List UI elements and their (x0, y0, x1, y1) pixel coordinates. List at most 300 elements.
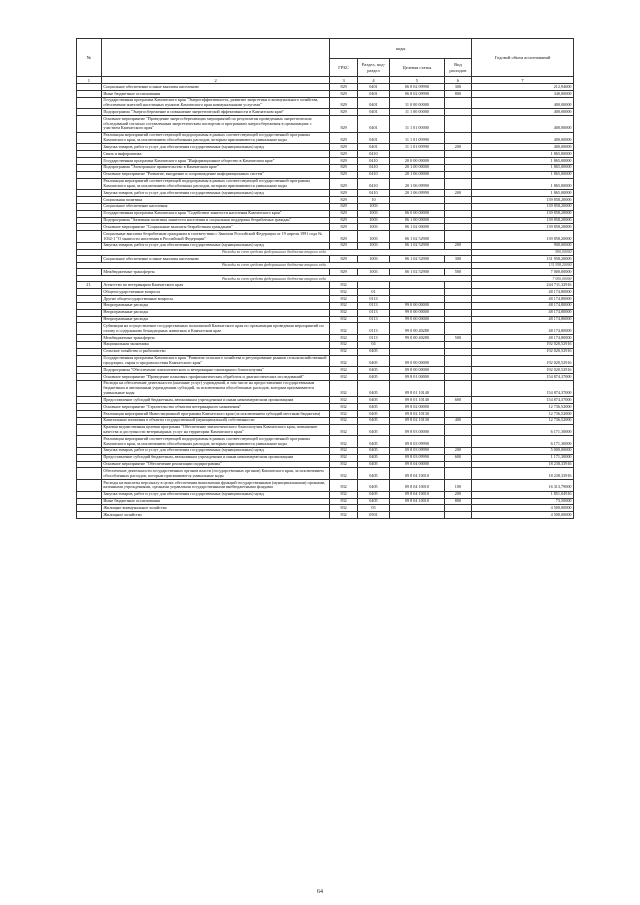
row-target: 06 8 02 09990 (390, 91, 445, 98)
row-sum: 1 865,00000 (472, 171, 574, 178)
table-row (77, 316, 574, 323)
row-number (77, 374, 102, 381)
table-row (77, 380, 574, 396)
row-kind (444, 116, 471, 132)
row-section: 0410 (357, 171, 389, 178)
row-name: Подпрограмма "Активная политика занятости населения и социальная поддержка безработных граждан" (101, 217, 330, 224)
row-name: Обеспечение деятельности государственных органов власти (государственных органов) Камчатского края, за исключением обособленных расходов, которым присваиваются уникальные коды (101, 468, 330, 480)
table-row (77, 355, 574, 367)
row-name: Реализация мероприятий соответствующей подпрограммы в рамках соответствующей государственной программы Камчатского края, за исключением обособленных расходов, которым присваиваются уникальные коды (101, 436, 330, 448)
table-row (77, 296, 574, 303)
row-target: 09 8 02 00000 (390, 404, 445, 411)
row-name: Расходы на обеспечение деятельности (оказание услуг) учреждений, в том числе на предоставление государственным бюджетным и автономным учреждениям субсидий, за исключением обособленных расходов, которым присваиваются уникальные коды (101, 380, 330, 396)
row-section: 0410 (357, 178, 389, 190)
row-grbs: 832 (330, 454, 357, 461)
table-row (77, 454, 574, 461)
row-kind: 300 (444, 84, 471, 91)
row-number (77, 447, 102, 454)
row-kind (444, 380, 471, 396)
row-number (77, 512, 102, 519)
row-section: 0401 (357, 97, 389, 109)
row-section: 0405 (357, 480, 389, 492)
table-row (77, 461, 574, 468)
table-row (77, 109, 574, 116)
row-number (77, 302, 102, 309)
row-grbs: 829 (330, 132, 357, 144)
row-sum: 139 858,20000 (472, 217, 574, 224)
row-kind (444, 282, 471, 289)
row-target: 06 1 02 52900 (390, 269, 445, 276)
row-target (390, 348, 445, 355)
row-kind (444, 348, 471, 355)
table-row (77, 447, 574, 454)
header-target: Целевая статья (390, 59, 445, 77)
row-section: 01 (357, 289, 389, 296)
row-kind: 800 (444, 91, 471, 98)
row-grbs: 829 (330, 158, 357, 165)
header-codes: коды (330, 39, 472, 59)
table-row (77, 341, 574, 348)
row-sum: 139 858,20000 (472, 197, 574, 204)
row-number (77, 116, 102, 132)
row-name: Подпрограмма "Электронное правительство в Камчатском крае" (101, 164, 330, 171)
row-number (77, 335, 102, 342)
row-grbs: 832 (330, 436, 357, 448)
row-target: 20 1 06 00000 (390, 171, 445, 178)
colnum: 6 (444, 77, 471, 84)
row-sum: 12 736,52000 (472, 404, 574, 411)
row-section: 0405 (357, 374, 389, 381)
row-grbs: 832 (330, 380, 357, 396)
table-row (77, 417, 574, 424)
row-target: 06 1 00 00000 (390, 217, 445, 224)
row-kind: 100 (444, 480, 471, 492)
row-kind (444, 231, 471, 243)
table-row (77, 282, 574, 289)
row-number (77, 97, 102, 109)
row-number (77, 178, 102, 190)
row-grbs: 829 (330, 116, 357, 132)
row-kind: 200 (444, 447, 471, 454)
row-kind (444, 323, 471, 335)
row-section: 0410 (357, 164, 389, 171)
table-row (77, 367, 574, 374)
table-row (77, 289, 574, 296)
table-row (77, 335, 574, 342)
colnum: 5 (390, 77, 445, 84)
row-kind (444, 158, 471, 165)
row-number (77, 436, 102, 448)
row-target: 99 0 00 00000 (390, 309, 445, 316)
row-kind: 400 (444, 417, 471, 424)
row-kind: 200 (444, 242, 471, 249)
row-grbs: 832 (330, 491, 357, 498)
row-grbs: 832 (330, 411, 357, 418)
row-section: 0401 (357, 91, 389, 98)
row-kind (444, 132, 471, 144)
row-number (77, 367, 102, 374)
row-kind (444, 210, 471, 217)
row-target: 20 1 00 00000 (390, 164, 445, 171)
row-section: 0405 (357, 468, 389, 480)
table-row (77, 309, 574, 316)
row-target: 09 8 03 09990 (390, 454, 445, 461)
table-row (77, 468, 574, 480)
row-number (77, 203, 102, 210)
row-sum: 154 874,37000 (472, 380, 574, 396)
row-target (390, 289, 445, 296)
row-number (77, 411, 102, 418)
row-kind: 500 (444, 269, 471, 276)
table-row (77, 397, 574, 404)
row-kind (444, 164, 471, 171)
row-sum: 48 174,80000 (472, 302, 574, 309)
row-sum: 12 736,52000 (472, 417, 574, 424)
row-section: 0405 (357, 411, 389, 418)
row-sum: 73,50000 (472, 498, 574, 505)
row-name: Иные бюджетные ассигнования (101, 498, 330, 505)
row-kind (444, 468, 471, 480)
header-section: Раздел, под-раздел (357, 59, 389, 77)
row-target: 09 8 02 10130 (390, 417, 445, 424)
row-section: 1003 (357, 242, 389, 249)
row-sum: 1 865,00000 (472, 158, 574, 165)
row-target (390, 282, 445, 289)
row-section: 1003 (357, 203, 389, 210)
row-section: 0401 (357, 116, 389, 132)
row-grbs: 829 (330, 197, 357, 204)
row-kind: 200 (444, 190, 471, 197)
row-target: 11 1 00 00000 (390, 109, 445, 116)
row-sum: 1 171,30000 (472, 454, 574, 461)
table-row (77, 256, 574, 263)
row-kind: 600 (444, 397, 471, 404)
row-kind (444, 302, 471, 309)
row-grbs: 829 (330, 171, 357, 178)
row-target (390, 203, 445, 210)
row-name: Общегосударственные вопросы (101, 289, 330, 296)
row-kind (444, 505, 471, 512)
row-name: Закупка товаров, работ и услуг для обеспечения государственных (муниципальных) нужд (101, 242, 330, 249)
row-grbs: 832 (330, 348, 357, 355)
row-number (77, 424, 102, 436)
row-name: Основное мероприятие "Проведение энергосберегающих мероприятий по результатам проведенных энергетических обследований согласно составленным энергетическим паспортам и программам энергосбережения в организациях с участием Камчатского края" (101, 116, 330, 132)
row-name: Иные бюджетные ассигнования (101, 91, 330, 98)
table-row (77, 171, 574, 178)
row-number (77, 417, 102, 424)
row-number (77, 355, 102, 367)
row-target: 09 8 02 10130 (390, 411, 445, 418)
row-sum: 18 238,33916 (472, 461, 574, 468)
row-sum: 48 174,80000 (472, 316, 574, 323)
row-kind (444, 197, 471, 204)
row-grbs: 829 (330, 242, 357, 249)
row-kind (444, 436, 471, 448)
row-sum: 900,00000 (472, 242, 574, 249)
row-sum: 12 736,52000 (472, 411, 574, 418)
row-grbs: 832 (330, 316, 357, 323)
table-row (77, 348, 574, 355)
table-row (77, 190, 574, 197)
row-name: Социальное обеспечение и иные выплаты населению (101, 84, 330, 91)
row-target (390, 512, 445, 519)
row-section: 0410 (357, 158, 389, 165)
row-target (390, 151, 445, 158)
row-sum: 400,00000 (472, 97, 574, 109)
row-number (77, 84, 102, 91)
row-section (357, 282, 389, 289)
table-row (77, 97, 574, 109)
row-number (77, 498, 102, 505)
row-kind (444, 224, 471, 231)
row-section: 0405 (357, 355, 389, 367)
row-name: Расходы на выплаты персоналу в целях обеспечения выполнения функций государственными (муниципальными) органами, казенными учреждениями, органами управления государственными внебюджетными фондами (101, 480, 330, 492)
row-target: 06 8 02 09990 (390, 84, 445, 91)
row-section: 0405 (357, 367, 389, 374)
row-sum: 131 958,20000 (472, 256, 574, 263)
row-section: 0113 (357, 302, 389, 309)
table-row (77, 84, 574, 91)
row-name: Подпрограмма "Энергосбережение и повышение энергетической эффективности в Камчатском крае" (101, 109, 330, 116)
row-grbs: 829 (330, 178, 357, 190)
row-grbs: 832 (330, 341, 357, 348)
row-kind (444, 374, 471, 381)
row-grbs: 829 (330, 231, 357, 243)
row-section: 0113 (357, 309, 389, 316)
row-sum: 340,00000 (472, 91, 574, 98)
table-row (77, 197, 574, 204)
row-name: Государственная программа Камчатского края "Содействие занятости населения Камчатского края" (101, 210, 330, 217)
row-sum: 1 865,00000 (472, 178, 574, 190)
row-kind (444, 512, 471, 519)
row-name: Предоставление субсидий бюджетным, автономным учреждениям и иным некоммерческим организациям (101, 454, 330, 461)
row-target: 11 0 00 00000 (390, 97, 445, 109)
row-target: 20 0 00 00000 (390, 158, 445, 165)
row-section: 0405 (357, 417, 389, 424)
header-grbs: ГРБС (330, 59, 357, 77)
table-row (77, 302, 574, 309)
row-number (77, 242, 102, 249)
table-row (77, 116, 574, 132)
row-section: 0405 (357, 404, 389, 411)
row-grbs: 832 (330, 367, 357, 374)
row-target: 09 0 00 00000 (390, 355, 445, 367)
row-target (390, 296, 445, 303)
row-kind (444, 367, 471, 374)
row-name: Субвенции на осуществление государственных полномочий Камчатского края по организации проведения мероприятий по отлову и содержанию безнадзорных животных в Камчатском крае (101, 323, 330, 335)
table-header (77, 39, 574, 84)
row-section: 0405 (357, 397, 389, 404)
row-name: Государственная программа Камчатского края "Энергоэффективность, развитие энергетики и коммунального хозяйства, обеспечение жителей населенных пунктов Камчатского края коммунальными услугами" (101, 97, 330, 109)
row-number (77, 309, 102, 316)
row-name: Другие общегосударственные вопросы (101, 296, 330, 303)
subnote-sum: 7 000,00000 (472, 276, 574, 282)
row-kind (444, 97, 471, 109)
row-target: 99 0 00 00000 (390, 316, 445, 323)
row-name: Капитальные вложения в объекты государственной (муниципальной) собственности (101, 417, 330, 424)
row-target: 09 8 03 00000 (390, 424, 445, 436)
row-sum: 154 874,37000 (472, 397, 574, 404)
row-grbs: 829 (330, 164, 357, 171)
row-name: Краевая ведомственная целевая программа "Обеспечение эпизоотического благополучия Камчатского края, повышение качества и доступности ветеринарных услуг на территории Камчатского края" (101, 424, 330, 436)
table-row (77, 158, 574, 165)
row-grbs: 829 (330, 224, 357, 231)
row-target (390, 197, 445, 204)
row-section: 0401 (357, 144, 389, 151)
row-grbs: 832 (330, 404, 357, 411)
row-kind (444, 404, 471, 411)
row-name: Основное мероприятие "Строительство объектов ветеринарного назначения" (101, 404, 330, 411)
row-target: 99 0 00 00000 (390, 302, 445, 309)
row-grbs: 829 (330, 91, 357, 98)
row-section: 0405 (357, 424, 389, 436)
row-sum: 212,94600 (472, 84, 574, 91)
row-sum: 48 174,80000 (472, 309, 574, 316)
row-name: Непрограммные расходы (101, 302, 330, 309)
row-sum: 1 865,00000 (472, 190, 574, 197)
row-grbs: 832 (330, 296, 357, 303)
table-row (77, 224, 574, 231)
row-number (77, 217, 102, 224)
row-number (77, 151, 102, 158)
row-sum: 400,00000 (472, 116, 574, 132)
row-section: 1003 (357, 217, 389, 224)
row-number (77, 210, 102, 217)
row-grbs: 829 (330, 144, 357, 151)
subnote-text: Расходы за счет средств федерального бюджета второго года (77, 249, 472, 255)
colnum: 2 (101, 77, 330, 84)
row-sum: 192 020,52916 (472, 367, 574, 374)
row-kind (444, 289, 471, 296)
row-target: 99 0 00 40280 (390, 323, 445, 335)
row-section: 0405 (357, 491, 389, 498)
row-kind (444, 309, 471, 316)
row-kind (444, 109, 471, 116)
row-section: 0501 (357, 512, 389, 519)
row-kind (444, 296, 471, 303)
row-grbs: 832 (330, 309, 357, 316)
row-name: Подпрограмма "Обеспечение эпизоотического и ветеринарно-санитарного благополучия" (101, 367, 330, 374)
row-section: 0113 (357, 323, 389, 335)
row-section: 1003 (357, 256, 389, 263)
row-sum: 16 313,79000 (472, 480, 574, 492)
row-kind (444, 203, 471, 210)
row-number (77, 468, 102, 480)
row-sum: 139 858,20000 (472, 203, 574, 210)
row-section: 0405 (357, 348, 389, 355)
table-row (77, 132, 574, 144)
row-name: Социальное обеспечение и иные выплаты населению (101, 256, 330, 263)
row-name: Закупка товаров, работ и услуг для обеспечения государственных (муниципальных) нужд (101, 144, 330, 151)
row-name: Закупка товаров, работ и услуг для обеспечения государственных (муниципальных) нужд (101, 190, 330, 197)
row-section: 05 (357, 505, 389, 512)
header-name (101, 39, 330, 77)
row-grbs: 832 (330, 505, 357, 512)
row-number (77, 404, 102, 411)
row-section: 10 (357, 197, 389, 204)
header-sum: Годовой объем ассигнований (472, 39, 574, 77)
row-target: 09 8 01 10140 (390, 380, 445, 396)
row-number (77, 224, 102, 231)
row-name: Жилищное хозяйство (101, 512, 330, 519)
row-section: 1003 (357, 231, 389, 243)
row-number (77, 171, 102, 178)
row-name: Непрограммные расходы (101, 309, 330, 316)
row-section: 0410 (357, 190, 389, 197)
row-name: Основное мероприятие "Социальные выплаты безработным гражданам" (101, 224, 330, 231)
row-section: 1003 (357, 269, 389, 276)
row-target: 09 8 03 09990 (390, 447, 445, 454)
row-number (77, 296, 102, 303)
row-name: Реализация мероприятий Инвестиционной программы Камчатского края (за исключением субсидий местным бюджетам) (101, 411, 330, 418)
row-name: Государственная программа Камчатского края "Информационное общество в Камчатском крае" (101, 158, 330, 165)
row-section: 0113 (357, 335, 389, 342)
table-row (77, 151, 574, 158)
row-number (77, 144, 102, 151)
colnum: 1 (77, 77, 102, 84)
table-row (77, 217, 574, 224)
table-body (77, 84, 574, 519)
row-target: 06 1 02 52900 (390, 231, 445, 243)
row-number: 21. (77, 282, 102, 289)
row-kind: 800 (444, 498, 471, 505)
row-sum: 7 000,00000 (472, 269, 574, 276)
row-target: 09 8 00 00000 (390, 367, 445, 374)
row-grbs: 829 (330, 190, 357, 197)
row-grbs: 832 (330, 468, 357, 480)
table-row (77, 203, 574, 210)
row-sum: 18 238,33916 (472, 468, 574, 480)
row-number (77, 454, 102, 461)
table-row (77, 512, 574, 519)
row-grbs: 832 (330, 498, 357, 505)
row-grbs: 832 (330, 417, 357, 424)
row-name: Связь и информатика (101, 151, 330, 158)
row-number (77, 256, 102, 263)
table-row (77, 269, 574, 276)
row-target: 06 1 02 00000 (390, 224, 445, 231)
row-kind (444, 171, 471, 178)
row-sum: 154 874,37000 (472, 374, 574, 381)
row-name: Закупка товаров, работ и услуг для обеспечения государственных (муниципальных) нужд (101, 447, 330, 454)
row-number (77, 289, 102, 296)
row-number (77, 231, 102, 243)
row-name: Закупка товаров, работ и услуг для обеспечения государственных (муниципальных) нужд (101, 491, 330, 498)
row-sum: 1 851,04916 (472, 491, 574, 498)
row-grbs: 829 (330, 269, 357, 276)
row-number (77, 491, 102, 498)
row-number (77, 158, 102, 165)
row-section: 0405 (357, 461, 389, 468)
row-kind: 500 (444, 335, 471, 342)
row-name: Реализация мероприятий соответствующей подпрограммы в рамках соответствующей государственной программы Камчатского края, за исключением обособленных расходов, которым присваиваются уникальные коды (101, 132, 330, 144)
row-target: 20 1 06 09990 (390, 190, 445, 197)
row-kind (444, 151, 471, 158)
row-kind (444, 411, 471, 418)
row-number (77, 461, 102, 468)
row-number (77, 348, 102, 355)
row-target: 09 8 04 10010 (390, 498, 445, 505)
row-sum: 48 174,80000 (472, 289, 574, 296)
row-number (77, 269, 102, 276)
row-name: Основное мероприятие "Развитие, внедрение и сопровождение информационных систем" (101, 171, 330, 178)
row-grbs: 832 (330, 480, 357, 492)
row-sum: 48 174,80000 (472, 323, 574, 335)
row-name: Социальные выплаты безработным гражданам в соответствии с Законом Российской Федерации от 19 апреля 1991 года № 1032-1 "О занятости населения в Российской Федерации" (101, 231, 330, 243)
row-section: 0405 (357, 447, 389, 454)
row-section: 0113 (357, 296, 389, 303)
row-sum: 1 865,00000 (472, 151, 574, 158)
